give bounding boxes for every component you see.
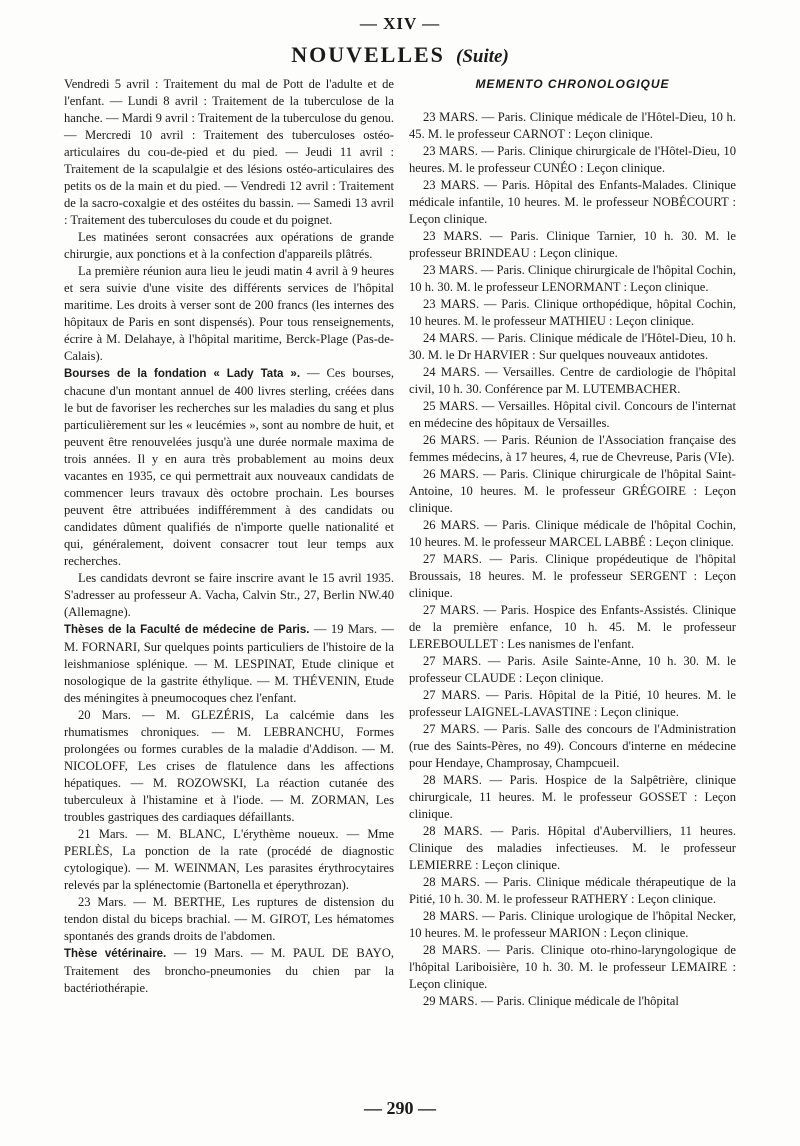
berck-program-paragraph: Vendredi 5 avril : Traitement du mal de Pott de l'adulte et de l'enfant. — Lundi 8 avril : Traitement de la tuberculose de la hanche. — Mardi 9 avril : Traitement de la tuberculose du genou. — Mercredi 10 avril : Traitement des tuberculoses ostéo-articulaires du cou-de-pied et du pied. — Jeudi 11 avril : Traitement de la scapulalgie et des lésions ostéo-articulaires des petits os de la main et du pied. — Vendredi 12 avril : Traitement de la sacro-coxalgie et des ostéites du bassin. — Samedi 13 avril : Traitement des tuberculoses du coude et du poignet. xyxy=(64,77,394,227)
memento-entry: 28 MARS. — Paris. Clinique oto-rhino-laryngologique de l'hôpital Lariboisière, 10 h. 30. M. le professeur LEMAIRE : Leçon clinique. xyxy=(409,943,736,991)
theses-21-paragraph: 21 Mars. — M. BLANC, L'érythème noueux. — Mme PERLÈS, La ponction de la rate (procédé de diagnostic cytologique). — M. WEINMAN, Les parasites érythrocytaires relevés par la splénectomie (Bartonella et éperythrozan). xyxy=(64,827,394,892)
title-suite: (Suite) xyxy=(456,46,509,67)
berck-matinees-paragraph: Les matinées seront consacrées aux opérations de grande chirurgie, aux ponctions et à la confection d'appareils plâtrés. xyxy=(64,230,394,261)
memento-entry: 27 MARS. — Paris. Clinique propédeutique de l'hôpital Broussais, 18 heures. M. le professeur SERGENT : Leçon clinique. xyxy=(409,552,736,600)
page-header: — XIV — xyxy=(359,14,441,33)
theses-23-paragraph: 23 Mars. — M. BERTHE, Les ruptures de distension du tendon distal du biceps brachial. — M. GIROT, Les hématomes spontanés des grands droits de l'abdomen. xyxy=(64,895,394,943)
tata-text: — Ces bourses, chacune d'un montant annuel de 400 livres sterling, créées dans le but de favoriser les recherches sur les maladies du sang et plus particulièrement sur les « leucémies », sont au nombre de huit, et peuvent être renouvelées jusqu'à une durée normale maxima de trois années. Il y en aura très probablement au moins deux vacantes en 1935, ce qui permettrait aux nouveaux candidats de commencer leurs travaux dès octobre prochain. Les bourses peuvent être attribuées indifféremment à des candidats ou candidates dûment qualifiés de n'importe quelle nationalité et qui, généralement, doivent consacrer tout leur temps aux recherches. xyxy=(64,366,394,568)
page-title xyxy=(0,42,800,68)
memento-heading: MEMENTO CHRONOLOGIQUE xyxy=(475,77,670,91)
page-number: — 290 — xyxy=(364,1098,436,1118)
right-column xyxy=(409,76,736,1010)
berck-reunion-paragraph: La première réunion aura lieu le jeudi matin 4 avril à 9 heures et sera suivie d'une visite des différents services de l'hôpital maritime. Les droits à verser sont de 200 francs (les internes des hôpitaux de Paris en sont dispensés). Pour tous renseignements, écrire à M. Delahaye, à l'hôpital maritime, Berck-Plage (Pas-de-Calais). xyxy=(64,264,394,363)
memento-entry: 29 MARS. — Paris. Clinique médicale de l'hôpital xyxy=(423,994,679,1008)
memento-entry: 23 MARS. — Paris. Clinique chirurgicale de l'Hôtel-Dieu, 10 heures. M. le professeur CUNÉO : Leçon clinique. xyxy=(409,144,736,175)
memento-entry: 27 MARS. — Paris. Asile Sainte-Anne, 10 h. 30. M. le professeur CLAUDE : Leçon clinique. xyxy=(409,654,736,685)
memento-entry: 26 MARS. — Paris. Clinique chirurgicale de l'hôpital Saint-Antoine, 10 heures. M. le professeur GRÉGOIRE : Leçon clinique. xyxy=(409,467,736,515)
theses-heading: Thèses de la Faculté de médecine de Paris. xyxy=(64,624,310,636)
memento-entry: 28 MARS. — Paris. Hôpital d'Aubervilliers, 11 heures. Clinique des maladies infectieuses. M. le professeur LEMIERRE : Leçon clinique. xyxy=(409,824,736,872)
memento-entry: 28 MARS. — Paris. Clinique urologique de l'hôpital Necker, 10 heures. M. le professeur MARION : Leçon clinique. xyxy=(409,909,736,940)
memento-entry: 23 MARS. — Paris. Hôpital des Enfants-Malades. Clinique médicale infantile, 10 heures. M. le professeur NOBÉCOURT : Leçon clinique. xyxy=(409,178,736,226)
theses-19-text: — 19 Mars. — M. FORNARI, Sur quelques points particuliers de l'histoire de la leishmaniose splénique. — M. LESPINAT, Etude clinique et nosologique de la gastrite éthylique. — M. THÉVENIN, Etude des méningites à pneumocoques chez l'enfant. xyxy=(64,622,394,705)
memento-entry: 23 MARS. — Paris. Clinique Tarnier, 10 h. 30. M. le professeur BRINDEAU : Leçon clinique. xyxy=(409,229,736,260)
tata-paragraph xyxy=(64,365,394,570)
left-column xyxy=(64,76,394,997)
memento-entry: 27 MARS. — Paris. Hôpital de la Pitié, 10 heures. M. le professeur LAIGNEL-LAVASTINE : Leçon clinique. xyxy=(409,688,736,719)
memento-entry: 25 MARS. — Versailles. Hôpital civil. Concours de l'internat en médecine des hôpitaux de Versailles. xyxy=(409,399,736,430)
memento-entry: 23 MARS. — Paris. Clinique orthopédique, hôpital Cochin, 10 heures. M. le professeur MATHIEU : Leçon clinique. xyxy=(409,297,736,328)
vet-heading: Thèse vétérinaire. xyxy=(64,948,167,960)
memento-entry: 23 MARS. — Paris. Clinique médicale de l'Hôtel-Dieu, 10 h. 45. M. le professeur CARNOT : Leçon clinique. xyxy=(409,110,736,141)
vet-paragraph xyxy=(64,945,394,997)
memento-entry: 24 MARS. — Versailles. Centre de cardiologie de l'hôpital civil, 10 h. 30. Conférence par M. LUTEMBACHER. xyxy=(409,365,736,396)
memento-entry: 26 MARS. — Paris. Réunion de l'Association française des femmes médecins, à 17 heures, 4, rue de Chevreuse, Paris (VIe). xyxy=(409,433,736,464)
memento-entry: 27 MARS. — Paris. Hospice des Enfants-Assistés. Clinique de la première enfance, 10 h. 45. M. le professeur LEREBOULLET : Les nanismes de l'enfant. xyxy=(409,603,736,651)
memento-entry: 24 MARS. — Paris. Clinique médicale de l'Hôtel-Dieu, 10 h. 30. M. le Dr HARVIER : Sur quelques nouveaux antidotes. xyxy=(409,331,736,362)
theses-20-paragraph: 20 Mars. — M. GLEZÉRIS, La calcémie dans les rhumatismes chroniques. — M. LEBRANCHU, Formes prolongées ou formes curables de la maladie d'Addison. — M. NICOLOFF, Les crises de flatulence dans les affections hépatiques. — M. ROZOWSKI, La réaction cutanée des tuberculeux à l'histamine et à l'iode. — M. ZORMAN, Les troubles gastriques des cardiaques défaillants. xyxy=(64,708,394,824)
title-text: NOUVELLES xyxy=(291,42,445,67)
tata-heading: Bourses de la fondation « Lady Tata ». xyxy=(64,368,301,380)
memento-entry: 27 MARS. — Paris. Salle des concours de l'Administration (rue des Saints-Pères, no 49). Concours d'interne en médecine pour Hendaye, Champrosay, Champcueil. xyxy=(409,722,736,770)
vet-text: — 19 Mars. — M. PAUL DE BAYO, Traitement des broncho-pneumonies du chien par la bactériothérapie. xyxy=(64,946,394,995)
memento-entry: 28 MARS. — Paris. Hospice de la Salpêtrière, clinique chirurgicale, 11 heures. M. le professeur GOSSET : Leçon clinique. xyxy=(409,773,736,821)
memento-entry: 28 MARS. — Paris. Clinique médicale thérapeutique de la Pitié, 10 h. 30. M. le professeur RATHERY : Leçon clinique. xyxy=(409,875,736,906)
memento-entry: 26 MARS. — Paris. Clinique médicale de l'hôpital Cochin, 10 heures. M. le professeur MARCEL LABBÉ : Leçon clinique. xyxy=(409,518,736,549)
tata-candidats-paragraph: Les candidats devront se faire inscrire avant le 15 avril 1935. S'adresser au professeur A. Vacha, Calvin Str., 27, Berlin NW.40 (Allemagne). xyxy=(64,571,394,619)
memento-entry: 23 MARS. — Paris. Clinique chirurgicale de l'hôpital Cochin, 10 h. 30. M. le professeur LENORMANT : Leçon clinique. xyxy=(409,263,736,294)
theses-paragraph xyxy=(64,621,394,707)
